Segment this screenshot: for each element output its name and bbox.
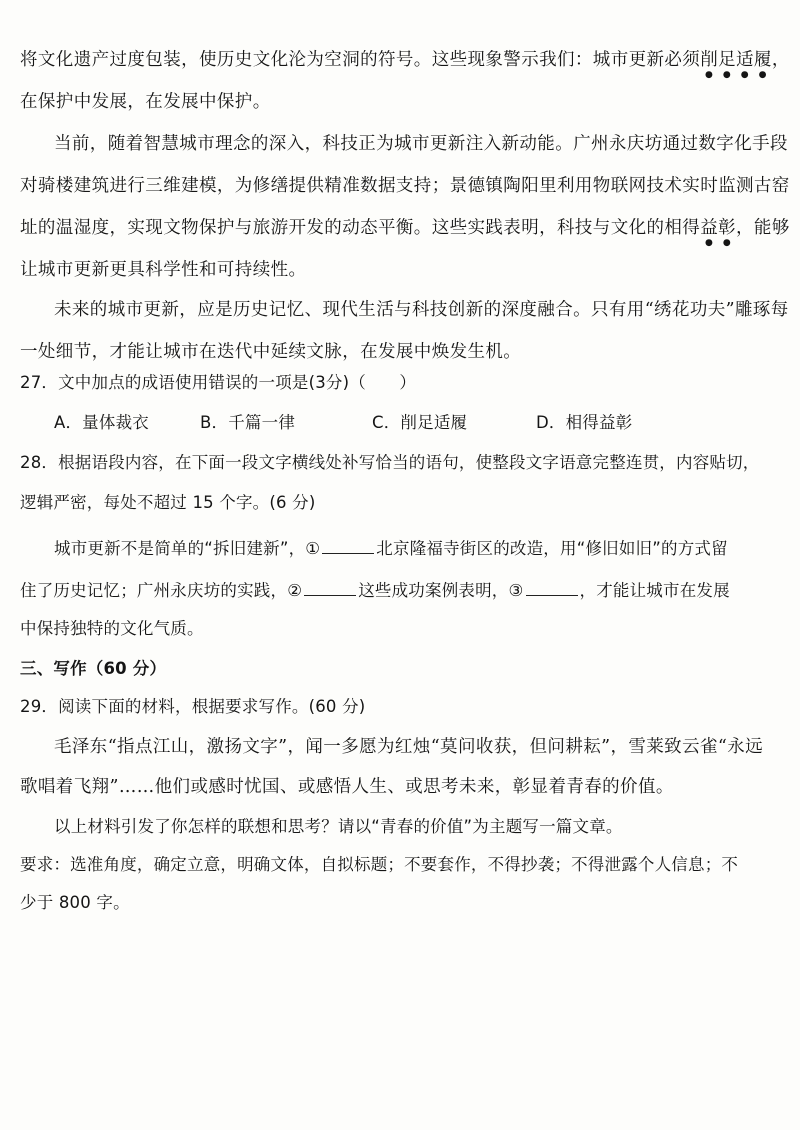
answer-blank-1[interactable] [322,535,374,554]
question-27-options [54,411,782,435]
passage-line: 当前，随着智慧城市理念的深入，科技正为城市更新注入新动能。广州永庆坊通过数字化手段 [54,134,788,154]
section-heading: 三、写作（60 分） [20,659,167,678]
passage-line: 对骑楼建筑进行三维建模，为修缮提供精准数据支持；景德镇陶阳里利用物联网技术实时监测古窑 [20,176,790,196]
answer-blank-2[interactable] [304,577,356,596]
question-28-stem: 28．根据语段内容，在下面一段文字横线处补写恰当的语句，使整段文字语意完整连贯，内容贴切， [20,453,760,472]
material-line: 歌唱着飞翔”……他们或感时忧国、或感悟人生、或思考未来，彰显着青春的价值。 [20,777,674,797]
question-28-stem: 逻辑严密，每处不超过 15 个字。(6 分) [20,493,316,512]
passage-line: 址的温湿度，实现文物保护与旅游开发的动态平衡。这些实践表明，科技与文化的相得益彰，能够 [20,218,790,238]
writing-prompt: 以上材料引发了你怎样的联想和思考？请以“青春的价值”为主题写一篇文章。 [54,817,623,836]
requirements: 要求：选准角度，确定立意，明确文体，自拟标题；不要套作，不得抄袭；不得泄露个人信息；不 [20,855,739,874]
question-28-passage: 城市更新不是简单的“拆旧建新”，① 北京隆福寺街区的改造，用“修旧如旧”的方式留 [54,535,782,561]
passage-line: 一处细节，才能让城市在迭代中延续文脉，在发展中焕发生机。 [20,342,522,362]
question-27-stem: 27．文中加点的成语使用错误的一项是(3分)（ ） [20,373,417,392]
answer-blank-3[interactable] [526,577,578,596]
option-a: A．量体裁衣 [54,413,149,432]
question-28-passage: 住了历史记忆；广州永庆坊的实践，② 这些成功案例表明，③ ，才能让城市在发展 [20,577,782,603]
material-line: 毛泽东“指点江山，激扬文字”，闻一多愿为红烛“莫问收获，但问耕耘”，雪莱致云雀“永远 [54,737,764,757]
passage-line: 将文化遗产过度包装，使历史文化沦为空洞的符号。这些现象警示我们：城市更新必须削足适履， [20,50,790,70]
option-d: D．相得益彰 [536,413,633,432]
passage-line: 未来的城市更新，应是历史记忆、现代生活与科技创新的深度融合。只有用“绣花功夫”雕琢每 [54,300,789,320]
emphasized-idiom: 益彰 [700,218,737,238]
question-28-passage: 中保持独特的文化气质。 [20,619,204,638]
requirements: 少于 800 字。 [20,893,130,912]
option-b: B．千篇一律 [200,413,296,432]
passage-line: 让城市更新更具科学性和可持续性。 [20,260,307,280]
option-c: C．削足适履 [372,413,468,432]
emphasized-idiom: 削足适履 [700,50,772,70]
question-29-stem: 29．阅读下面的材料，根据要求写作。(60 分) [20,697,366,716]
passage-line: 在保护中发展，在发展中保护。 [20,92,271,112]
